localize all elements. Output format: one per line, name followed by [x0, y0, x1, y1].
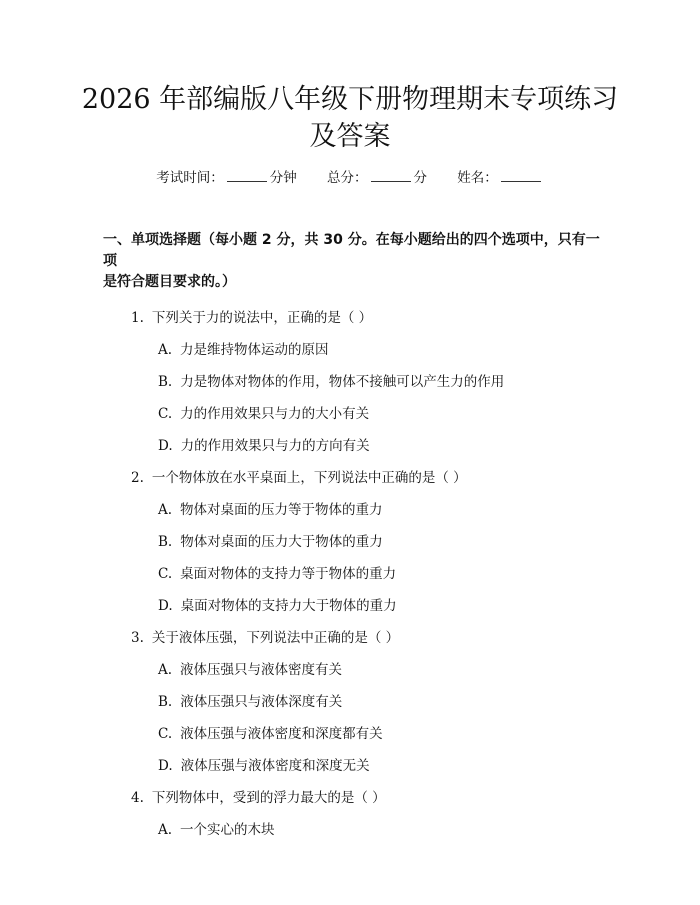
question-2 — [131, 468, 467, 488]
question-number: 3. — [131, 630, 144, 646]
option-text: 一个实心的木块 — [180, 822, 275, 838]
option-text: 物体对桌面的压力大于物体的重力 — [180, 534, 383, 550]
question-1-option-b — [158, 372, 504, 392]
name-label: 姓名： — [457, 170, 498, 186]
question-number: 2. — [131, 470, 144, 486]
question-2-option-b — [158, 532, 383, 552]
question-text: 关于液体压强，下列说法中正确的是（ ） — [151, 630, 400, 646]
option-letter: A. — [158, 502, 173, 518]
question-4 — [131, 788, 386, 808]
option-letter: B. — [158, 694, 173, 710]
name-blank — [501, 169, 541, 182]
name-field — [457, 168, 544, 188]
question-text: 一个物体放在水平桌面上，下列说法中正确的是（ ） — [151, 470, 467, 486]
option-letter: D. — [158, 758, 173, 774]
option-text: 液体压强只与液体密度有关 — [180, 662, 343, 678]
option-text: 桌面对物体的支持力等于物体的重力 — [180, 566, 397, 582]
section-heading-line-2: 是符合题目要求的。） — [103, 274, 236, 290]
section-heading-line-1: 一、单项选择题（每小题 2 分，共 30 分。在每小题给出的四个选项中，只有一项 — [103, 232, 600, 269]
option-text: 力是维持物体运动的原因 — [180, 342, 329, 358]
score-blank — [371, 169, 411, 182]
option-letter: D. — [158, 438, 173, 454]
question-number: 1. — [131, 310, 144, 326]
option-text: 液体压强与液体密度和深度都有关 — [180, 726, 383, 742]
question-3-option-d — [158, 756, 370, 776]
question-2-option-d — [158, 596, 397, 616]
question-number: 4. — [131, 790, 144, 806]
question-4-option-a — [158, 820, 275, 840]
option-text: 力的作用效果只与力的方向有关 — [180, 438, 370, 454]
page-title-line-1: 2026 年部编版八年级下册物理期末专项练习 — [81, 84, 619, 115]
option-letter: A. — [158, 342, 173, 358]
time-label: 考试时间： — [156, 170, 224, 186]
option-text: 桌面对物体的支持力大于物体的重力 — [180, 598, 397, 614]
option-text: 力的作用效果只与力的大小有关 — [180, 406, 370, 422]
option-letter: C. — [158, 406, 173, 422]
option-letter: C. — [158, 566, 173, 582]
section-heading — [103, 230, 603, 293]
question-3-option-c — [158, 724, 383, 744]
question-1 — [131, 308, 372, 328]
page-title-line-2: 及答案 — [309, 121, 391, 152]
score-field — [327, 168, 427, 188]
option-letter: A. — [158, 822, 173, 838]
question-2-option-a — [158, 500, 383, 520]
time-field — [156, 168, 297, 188]
question-text: 下列物体中，受到的浮力最大的是（ ） — [151, 790, 386, 806]
option-text: 液体压强与液体密度和深度无关 — [180, 758, 370, 774]
question-1-option-a — [158, 340, 329, 360]
question-1-option-d — [158, 436, 370, 456]
question-3 — [131, 628, 399, 648]
option-letter: B. — [158, 374, 173, 390]
score-label: 总分： — [327, 170, 368, 186]
option-text: 力是物体对物体的作用，物体不接触可以产生力的作用 — [180, 374, 505, 390]
question-3-option-a — [158, 660, 342, 680]
time-unit: 分钟 — [269, 170, 297, 186]
option-text: 物体对桌面的压力等于物体的重力 — [180, 502, 383, 518]
option-text: 液体压强只与液体深度有关 — [180, 694, 343, 710]
question-3-option-b — [158, 692, 342, 712]
score-unit: 分 — [413, 170, 427, 186]
exam-meta — [0, 168, 700, 188]
option-letter: D. — [158, 598, 173, 614]
option-letter: B. — [158, 534, 173, 550]
option-letter: C. — [158, 726, 173, 742]
option-letter: A. — [158, 662, 173, 678]
question-1-option-c — [158, 404, 369, 424]
time-blank — [227, 169, 267, 182]
question-text: 下列关于力的说法中，正确的是（ ） — [151, 310, 373, 326]
question-2-option-c — [158, 564, 396, 584]
